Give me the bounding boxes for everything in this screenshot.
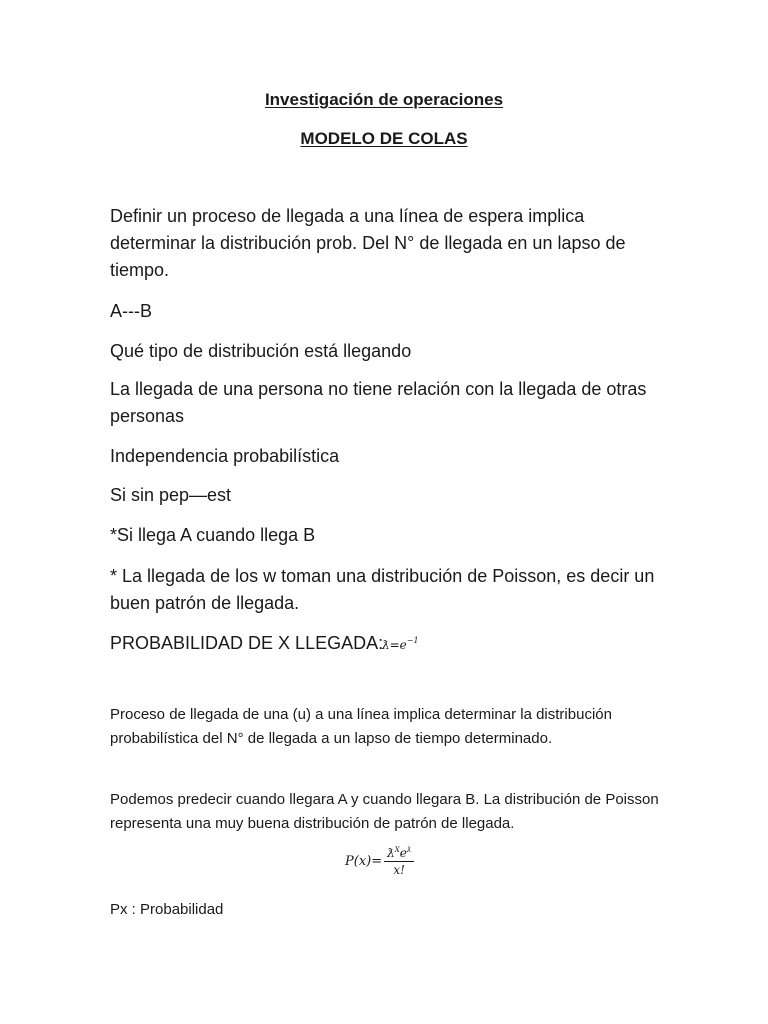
poisson-numerator	[384, 846, 414, 862]
poisson-lambda: ƛ	[387, 846, 395, 860]
paragraph-si-llega: *Si llega A cuando llega B	[110, 525, 316, 545]
lambda-formula-lhs: ƛ=e	[382, 638, 407, 652]
paragraph-poisson: * La llegada de los w toman una distribución de Poisson, es decir un buen patrón de llegada.	[110, 566, 655, 613]
poisson-lambda-exp: X	[394, 846, 400, 854]
document-subtitle: MODELO DE COLAS	[300, 129, 468, 148]
px-definition: Px : Probabilidad	[110, 901, 224, 918]
poisson-e: e	[399, 846, 407, 860]
probability-heading: PROBABILIDAD DE X LLEGADA:	[110, 633, 384, 653]
paragraph-prediction: Podemos predecir cuando llegara A y cuando llegara B. La distribución de Poisson representa una muy buena distribución de patrón de llegada.	[110, 791, 659, 832]
poisson-lhs: P(x)=	[345, 854, 383, 869]
paragraph-arrival-relation: La llegada de una persona no tiene relación con la llegada de otras personas	[110, 379, 647, 426]
paragraph-arrival-process: Proceso de llegada de una (u) a una línea implica determinar la distribución probabilística del N° de llegada a un lapso de tiempo determinado.	[110, 706, 612, 747]
poisson-denominator: x!	[393, 863, 405, 877]
paragraph-si-sin: Si sin pep—est	[110, 485, 232, 505]
lambda-formula-exponent: −1	[406, 636, 419, 645]
paragraph-independence: Independencia probabilística	[110, 446, 340, 466]
poisson-formula	[345, 846, 414, 877]
paragraph-question: Qué tipo de distribución está llegando	[110, 341, 412, 361]
poisson-e-exp: ƛ	[406, 846, 412, 854]
paragraph-definition: Definir un proceso de llegada a una línea de espera implica determinar la distribución prob. Del N° de llegada en un lapso de tiempo.	[110, 206, 626, 280]
poisson-fraction	[384, 846, 414, 877]
document-title: Investigación de operaciones	[264, 90, 504, 109]
lambda-formula	[382, 636, 419, 652]
paragraph-a-b: A---B	[110, 301, 152, 321]
